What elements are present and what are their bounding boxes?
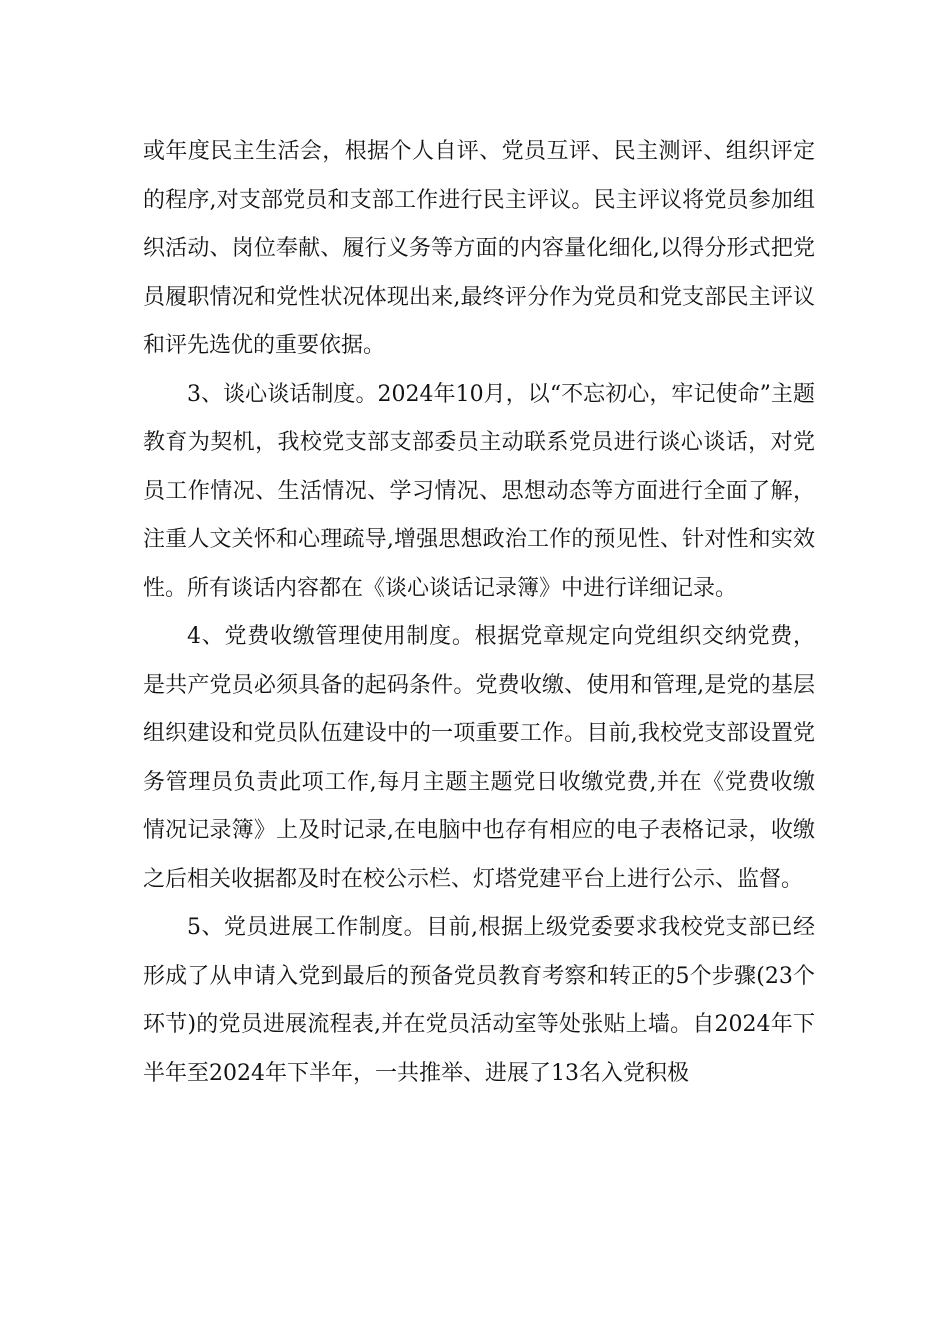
document-body <box>143 128 815 1098</box>
paragraph-party-dues: 4、党费收缴管理使用制度。根据党章规定向党组织交纳党费，是共产党员必须具备的起码条件。党费收缴、使用和管理,是党的基层组织建设和党员队伍建设中的一项重要工作。目前,我校党支部设置党务管理员负责此项工作,每月主题主题党日收缴党费,并在《党费收缴情况记录簿》上及时记录,在电脑中也存有相应的电子表格记录，收缴之后相关收据都及时在校公示栏、灯塔党建平台上进行公示、监督。 <box>143 624 815 892</box>
paragraph-member-development: 5、党员进展工作制度。目前,根据上级党委要求我校党支部已经形成了从申请入党到最后的预备党员教育考察和转正的5个步骤(23个环节)的党员进展流程表,并在党员活动室等处张贴上墙。自2024年下半年至2024年下半年，一共推举、进展了13名入党积极 <box>143 915 815 1086</box>
paragraph-heart-to-heart-talks: 3、谈心谈话制度。2024年10月，以“不忘初心，牢记使命”主题教育为契机，我校党支部支部委员主动联系党员进行谈心谈话，对党员工作情况、生活情况、学习情况、思想动态等方面进行全面了解，注重人文关怀和心理疏导,增强思想政治工作的预见性、针对性和实效性。所有谈话内容都在《谈心谈话记录簿》中进行详细记录。 <box>143 381 815 601</box>
paragraph-democratic-review: 或年度民主生活会，根据个人自评、党员互评、民主测评、组织评定的程序,对支部党员和支部工作进行民主评议。民主评议将党员参加组织活动、岗位奉献、履行义务等方面的内容量化细化,以得分形式把党员履职情况和党性状况体现出来,最终评分作为党员和党支部民主评议和评先选优的重要依据。 <box>143 139 815 358</box>
